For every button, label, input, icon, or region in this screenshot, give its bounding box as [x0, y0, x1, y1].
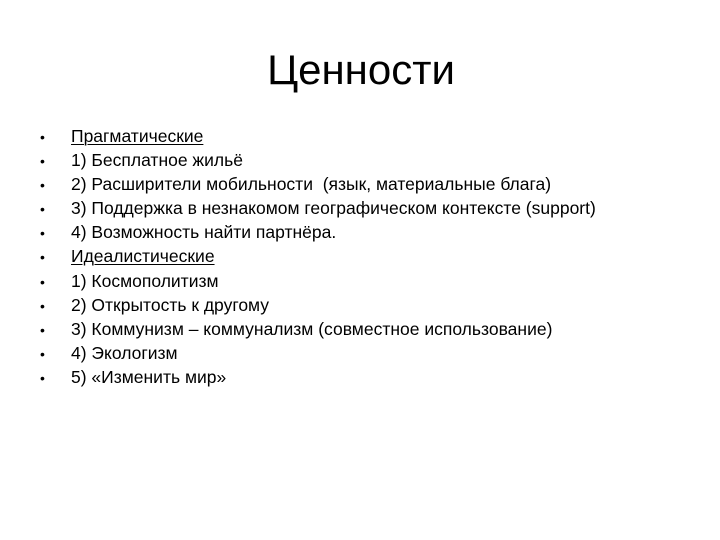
bullet-icon: • — [40, 249, 45, 266]
list-item-text: 4) Возможность найти партнёра. — [71, 222, 337, 243]
list-item — [40, 244, 596, 268]
bullet-icon: • — [40, 225, 45, 242]
bullet-icon: • — [40, 153, 45, 170]
list-item-text: 3) Поддержка в незнакомом географическом контексте (support) — [71, 198, 596, 219]
section-heading-pragmatic: Прагматические — [71, 126, 204, 146]
list-item — [40, 269, 596, 293]
list-item — [40, 196, 596, 220]
list-item-text: 4) Экологизм — [71, 342, 178, 363]
list-item-text: 5) «Изменить мир» — [71, 366, 227, 387]
bullet-icon: • — [40, 129, 45, 145]
list-item-text: 2) Расширители мобильности (язык, материальные блага) — [71, 174, 552, 195]
bullet-list — [40, 124, 596, 389]
list-item — [40, 317, 596, 341]
list-item — [40, 220, 596, 244]
bullet-icon: • — [40, 297, 45, 314]
list-item-text: 2) Открытость к другому — [71, 294, 270, 315]
bullet-icon: • — [40, 369, 45, 386]
bullet-icon: • — [40, 201, 45, 218]
bullet-icon: • — [40, 177, 45, 194]
bullet-icon: • — [40, 273, 45, 290]
list-item-text: 3) Коммунизм – коммунализм (совместное использование) — [71, 318, 553, 339]
list-item-text: 1) Бесплатное жильё — [71, 150, 243, 171]
list-item — [40, 365, 596, 389]
list-item — [40, 148, 596, 172]
list-item — [40, 172, 596, 196]
bullet-icon: • — [40, 321, 45, 338]
section-heading-idealistic: Идеалистические — [71, 246, 215, 267]
list-item — [40, 124, 596, 148]
list-item-text: 1) Космополитизм — [71, 270, 219, 291]
list-item — [40, 341, 596, 365]
bullet-icon: • — [40, 345, 45, 362]
slide-title: Ценности — [267, 46, 455, 93]
list-item — [40, 293, 596, 317]
